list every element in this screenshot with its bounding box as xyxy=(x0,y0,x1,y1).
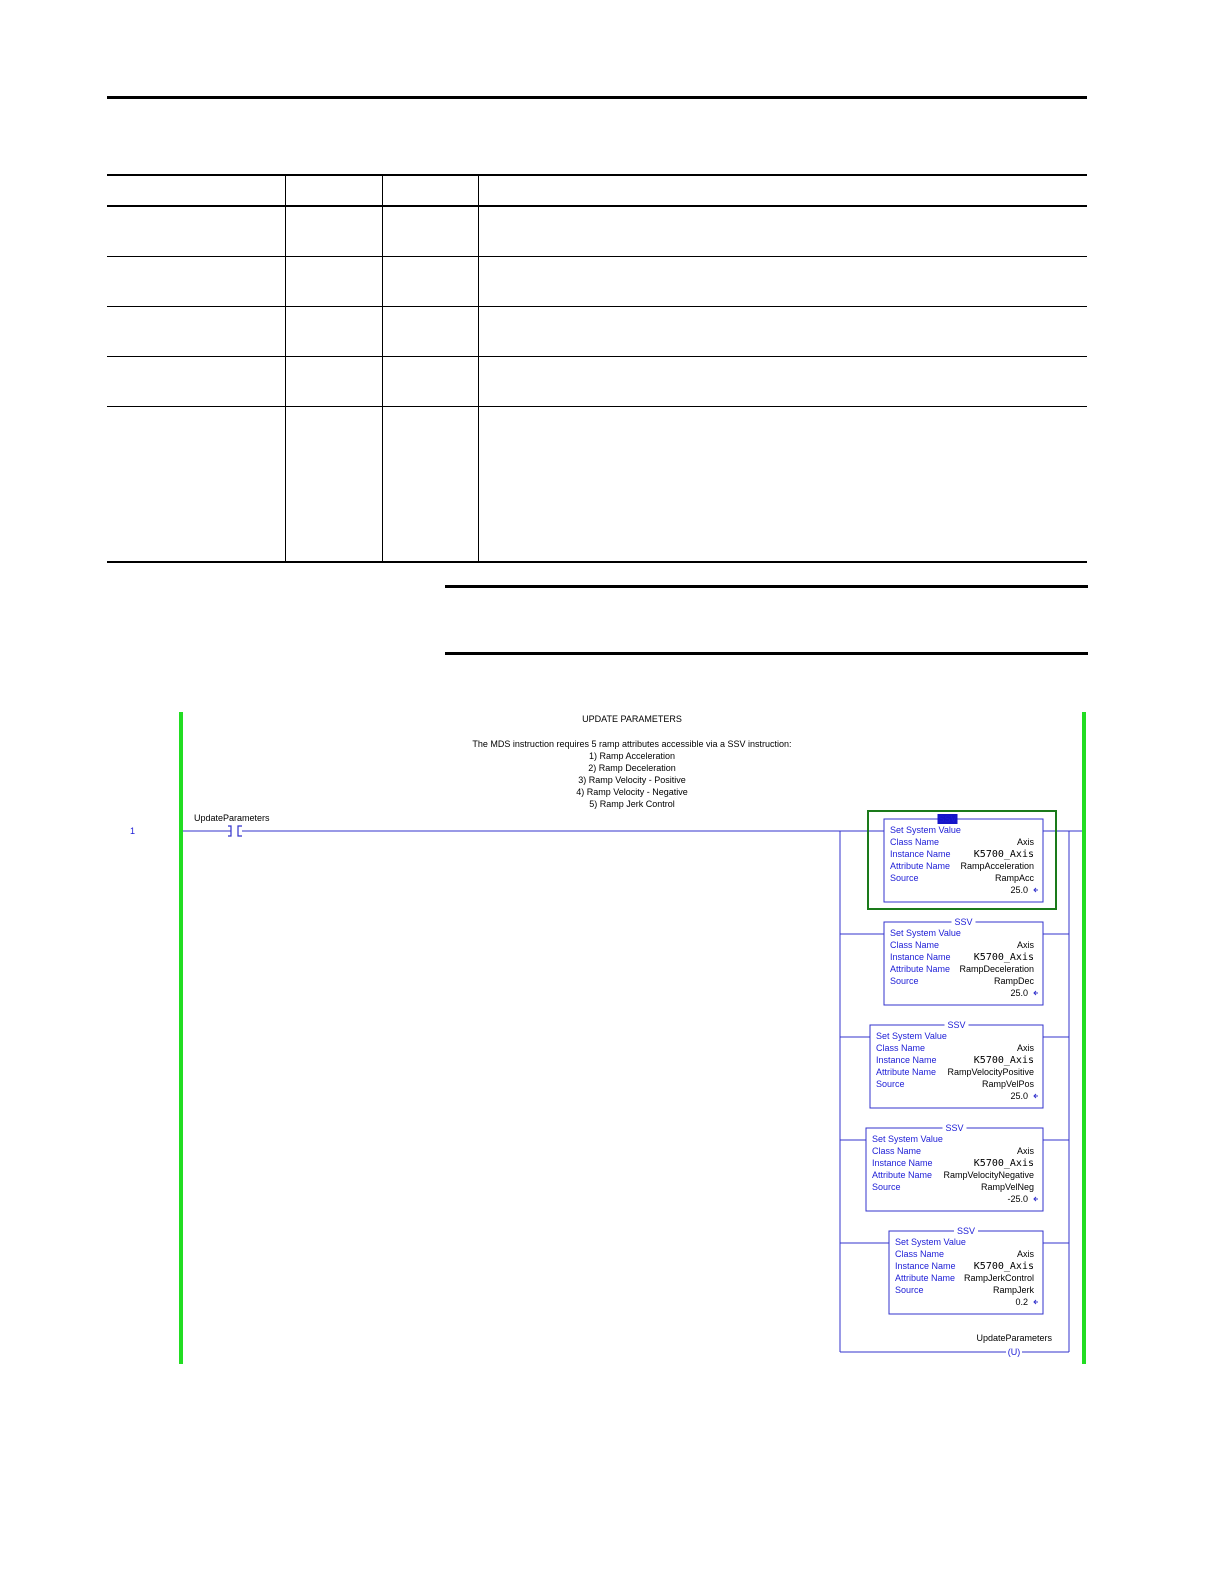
instance-name-value: K5700_Axis xyxy=(973,1055,1034,1066)
table-row xyxy=(107,307,1087,357)
source-live-value: -25.0 xyxy=(1007,1194,1028,1204)
contact-tag: UpdateParameters xyxy=(194,813,270,823)
source-live-value: 25.0 xyxy=(1010,988,1028,998)
rung-number[interactable]: 1 xyxy=(130,826,136,836)
rung-comment[interactable] xyxy=(472,714,791,809)
coil-tag: UpdateParameters xyxy=(976,1333,1052,1343)
unlatch-coil[interactable] xyxy=(840,1333,1069,1357)
comment-line: 2) Ramp Deceleration xyxy=(588,763,676,773)
instance-name-label: Instance Name xyxy=(890,849,951,859)
block-title: Set System Value xyxy=(890,928,961,938)
source-live-value: 25.0 xyxy=(1010,1091,1028,1101)
table-header-row xyxy=(107,175,1087,206)
table-row xyxy=(107,206,1087,257)
instance-name-label: Instance Name xyxy=(890,952,951,962)
source-label: Source xyxy=(895,1285,924,1295)
note-rule-top xyxy=(445,585,1088,588)
instance-name-value: K5700_Axis xyxy=(973,1158,1034,1169)
instance-name-label: Instance Name xyxy=(895,1261,956,1271)
ssv-block[interactable] xyxy=(840,1226,1069,1314)
class-name-label: Class Name xyxy=(890,940,940,950)
attribute-name-value: RampJerkControl xyxy=(963,1273,1034,1283)
source-label: Source xyxy=(876,1079,905,1089)
attribute-name-label: Attribute Name xyxy=(872,1170,933,1180)
attribute-name-label: Attribute Name xyxy=(876,1067,937,1077)
class-name-label: Class Name xyxy=(876,1043,926,1053)
ssv-tag: SSV xyxy=(954,917,973,927)
attribute-name-value: RampAcceleration xyxy=(960,861,1034,871)
class-name-value: Axis xyxy=(1016,1249,1034,1259)
source-live-value: 0.2 xyxy=(1015,1297,1028,1307)
header-rule xyxy=(107,96,1087,99)
attribute-name-label: Attribute Name xyxy=(890,964,951,974)
comment-line: 5) Ramp Jerk Control xyxy=(589,799,675,809)
source-value: RampVelPos xyxy=(981,1079,1034,1089)
note-rule-bottom xyxy=(445,652,1088,655)
ssv-block[interactable] xyxy=(840,917,1069,1005)
attribute-name-label: Attribute Name xyxy=(895,1273,956,1283)
block-title: Set System Value xyxy=(876,1031,947,1041)
block-title: Set System Value xyxy=(872,1134,943,1144)
class-name-value: Axis xyxy=(1016,940,1034,950)
ssv-tag: SSV xyxy=(938,814,957,824)
attribute-name-value: RampVelocityNegative xyxy=(943,1170,1034,1180)
comment-line: 3) Ramp Velocity - Positive xyxy=(578,775,686,785)
class-name-label: Class Name xyxy=(890,837,940,847)
xic-contact[interactable] xyxy=(194,813,270,836)
attribute-name-value: RampVelocityPositive xyxy=(947,1067,1034,1077)
source-value: RampVelNeg xyxy=(980,1182,1034,1192)
block-title: Set System Value xyxy=(895,1237,966,1247)
table-row xyxy=(107,357,1087,407)
instance-name-value: K5700_Axis xyxy=(973,849,1034,860)
ssv-tag: SSV xyxy=(945,1123,964,1133)
block-title: Set System Value xyxy=(890,825,961,835)
comment-line: 1) Ramp Acceleration xyxy=(588,751,676,761)
ssv-tag: SSV xyxy=(947,1020,966,1030)
coil-symbol: (U) xyxy=(1007,1347,1021,1357)
source-value: RampDec xyxy=(993,976,1034,986)
comment-title: UPDATE PARAMETERS xyxy=(582,714,682,724)
ssv-block-group xyxy=(840,811,1069,1314)
right-power-rail xyxy=(1082,712,1086,1364)
source-value: RampJerk xyxy=(992,1285,1034,1295)
instance-name-value: K5700_Axis xyxy=(973,1261,1034,1272)
instance-name-label: Instance Name xyxy=(876,1055,937,1065)
comment-line: 4) Ramp Velocity - Negative xyxy=(576,787,688,797)
class-name-label: Class Name xyxy=(872,1146,922,1156)
source-value: RampAcc xyxy=(994,873,1034,883)
class-name-label: Class Name xyxy=(895,1249,945,1259)
source-label: Source xyxy=(890,873,919,883)
ssv-block[interactable] xyxy=(840,1123,1069,1211)
attribute-name-value: RampDeceleration xyxy=(959,964,1034,974)
instance-name-label: Instance Name xyxy=(872,1158,933,1168)
left-power-rail xyxy=(179,712,183,1364)
instance-name-value: K5700_Axis xyxy=(973,952,1034,963)
attribute-name-label: Attribute Name xyxy=(890,861,951,871)
parameter-table xyxy=(107,174,1087,563)
table-row xyxy=(107,407,1087,563)
ssv-block[interactable] xyxy=(840,811,1069,909)
ssv-tag: SSV xyxy=(956,1226,976,1236)
class-name-value: Axis xyxy=(1016,837,1034,847)
table-row xyxy=(107,257,1087,307)
source-live-value: 25.0 xyxy=(1010,885,1028,895)
ssv-block[interactable] xyxy=(840,1020,1069,1108)
source-label: Source xyxy=(872,1182,901,1192)
comment-line: The MDS instruction requires 5 ramp attributes accessible via a SSV instruction: xyxy=(472,739,792,749)
class-name-value: Axis xyxy=(1016,1043,1034,1053)
class-name-value: Axis xyxy=(1016,1146,1034,1156)
source-label: Source xyxy=(890,976,919,986)
